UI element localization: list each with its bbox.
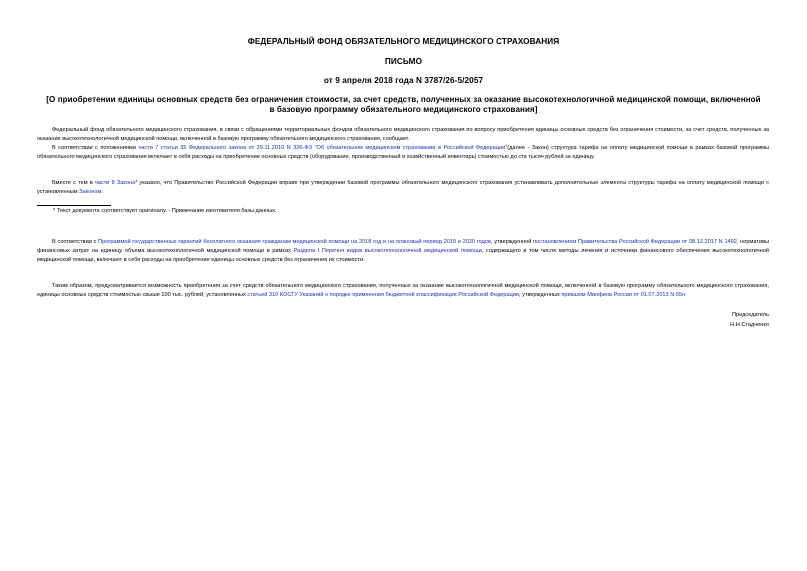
signature-name: Н.Н.Стадченко <box>730 322 769 328</box>
paragraph-conclusion: Таким образом, предусматривается возможность приобретения за счет средств обязательного медицинского страхования, полученных за оказание высокотехнологичной медицинской помощи, включенной в базовую программу обязательного медицинского страхования, единицы основных средств стоимостью свыше 100 тыс. рублей, установленных статьей 310 КОСГУ Указаний о порядке применения бюджетной классификации Российской Федерации, утвержденных приказом Минфина России от 01.07.2013 N 65н. <box>37 283 769 298</box>
footnote-divider <box>37 205 111 206</box>
organization-title: ФЕДЕРАЛЬНЫЙ ФОНД ОБЯЗАТЕЛЬНОГО МЕДИЦИНСКОГО СТРАХОВАНИЯ <box>247 37 560 46</box>
paragraph-intro: Федеральный фонд обязательного медицинского страхования, в связи с обращениями территориальных фондов обязательного медицинского страхования по вопросу приобретения единицы основных средств без ограничения стоимости, за счет средств, полученных за оказание высокотехнологичной медицинской помощи, включенной в базовую программу обязательного медицинского страхования, сообщает. <box>37 127 769 142</box>
paragraph-part-8: Вместе с тем в части 8 Закона* указано, что Правительство Российской Федерации вправе при утверждении базовой программы обязательного медицинского страхования устанавливать дополнительные элементы структуры тарифа на оплату медицинской помощи с установленным Законом. <box>37 180 769 195</box>
document-subject: [О приобретении единицы основных средств без ограничения стоимости, за счет средств, полученных за оказание высокотехнологичной медицинской помощи, включенной в базовую программу обязательного медицинского страхования] <box>46 95 761 114</box>
link-minfin-order-65n[interactable]: приказом Минфина России от 01.07.2013 N 65н <box>561 291 686 298</box>
link-section-1-list[interactable]: Раздела I Перечня видов высокотехнологичной медицинской помощи <box>293 247 482 254</box>
link-resolution-1492[interactable]: постановлением Правительства Российской Федерации от 08.12.2017 N 1492 <box>533 239 737 245</box>
footnote: * Текст документа соответствует оригиналу. - Примечание изготовителя базы данных. <box>53 208 277 214</box>
link-part-8-law[interactable]: части 8 Закона <box>94 180 136 186</box>
document-date-number: от 9 апреля 2018 года N 3787/26-5/2057 <box>323 76 484 85</box>
signature-role: Председатель <box>731 312 769 318</box>
link-law[interactable]: Законом <box>79 188 102 195</box>
paragraph-program: В соответствии с Программой государственных гарантий бесплатного оказания гражданам медицинской помощи на 2018 год и на плановый период 2019 и 2020 годов, утвержденной постановлением Правительства Российской Федерации от 08.12.2017 N 1492, нормативы финансовых затрат на единицу объема высокотехнологичной медицинской помощи в рамках Раздела I Перечня видов высокотехнологичной медицинской помощи, содержащего в том числе методы лечения и источники финансового обеспечения высокотехнологичной медицинской помощи, включают в себя расходы на приобретение единицы основных средств без ограничения их стоимости. <box>37 239 770 263</box>
paragraph-law-structure: В соответствии с положениями части 7 статьи 35 Федерального закона от 29.11.2010 N 326-ФЗ "Об обязательном медицинском страховании в Российской Федерации"(далее - Закон) структура тарифа на оплату медицинской помощи в рамках базовой программы обязательного медицинского страхования включает в себя расходы на приобретение основных средств (оборудование, производственный и хозяйственный инвентарь) стоимостью до ста тысяч рублей за единицу. <box>37 145 770 160</box>
link-law-326-fz[interactable]: части 7 статьи 35 Федерального закона от 29.11.2010 N 326-ФЗ "Об обязательном медицинском страховании в Российской Федерации" <box>138 145 508 151</box>
document-type: ПИСЬМО <box>384 57 423 66</box>
link-guarantee-program[interactable]: Программой государственных гарантий бесплатного оказания гражданам медицинской помощи на 2018 год и на плановый период 2019 и 2020 годов <box>98 239 492 245</box>
link-article-310-kosgu[interactable]: статьей 310 КОСГУ Указаний о порядке применения бюджетной классификации Российской Федерации <box>247 291 520 298</box>
